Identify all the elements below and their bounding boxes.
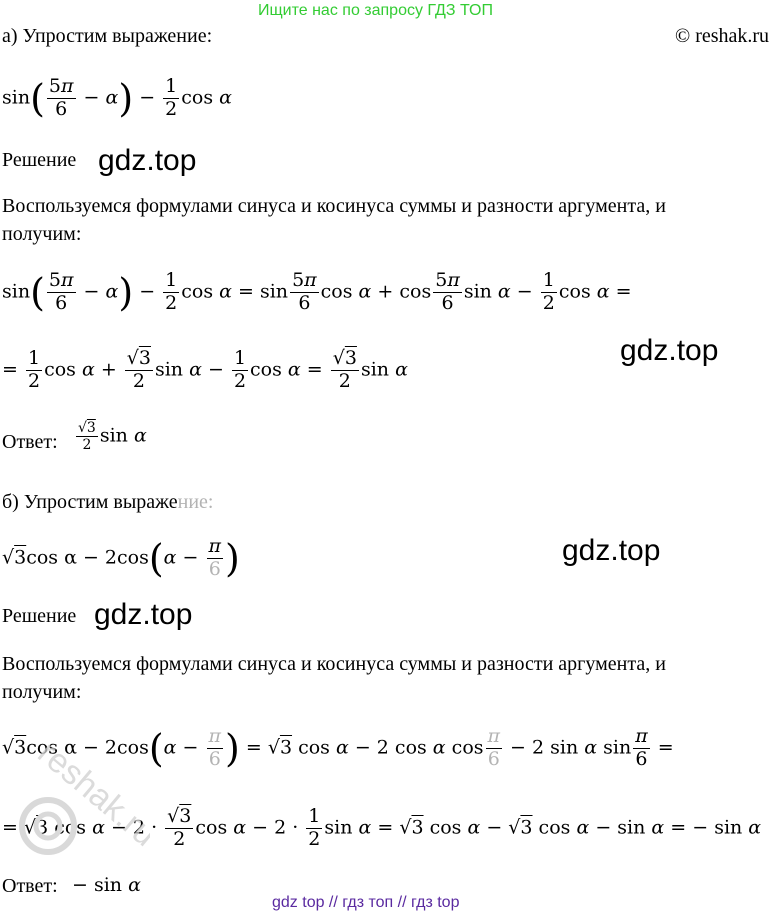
part-b-intro-line2: получим:: [2, 681, 82, 703]
reshak-watermark-text: reshak.ru: [30, 740, 150, 854]
gdz-watermark: gdz.top: [98, 144, 197, 177]
gdz-watermark: gdz.top: [620, 334, 719, 367]
site-mark: © reshak.ru: [675, 25, 770, 47]
part-b-title-text: б) Упростим выраже: [2, 491, 178, 513]
part-a-intro-line2: получим:: [2, 223, 82, 245]
part-b-answer-value: − sin α: [72, 874, 141, 896]
part-b-derivation-line2: = √3 cos α − 2 · $\frac{√3}{2}$ cos α − 2 · $\frac{1}{2}$ sin α = √3 cos α − √3 cos α − sin α = − sin α: [2, 805, 762, 850]
part-a-solution-label: Решение: [2, 149, 77, 171]
part-b-answer-label: Ответ:: [2, 875, 58, 897]
part-a-intro-line1: Воспользуемся формулами синуса и косинуса суммы и разности аргумента, и: [2, 195, 666, 217]
part-b-title: [2, 490, 213, 514]
part-b-expression: √3cos α − 2cos(α − $\frac{\pi}{6}$ ): [2, 535, 240, 581]
gdz-watermark: gdz.top: [562, 534, 661, 567]
part-a-derivation-line2: = $\frac{1}{2}$ cos α + $\frac{√3}{2}$ sin α − $\frac{1}{2}$ cos α = $\frac{√3}{2}$ sin α: [2, 347, 408, 392]
footer-links[interactable]: gdz top // гдз топ // гдз top: [272, 894, 460, 911]
part-b-solution-label: Решение: [2, 605, 77, 627]
top-banner: Ищите нас по запросу ГДЗ ТОП: [258, 2, 493, 19]
part-a-expression: sin( $\frac{5\pi}{6}$ − α) − $\frac{1}{2}$ cos α: [2, 75, 232, 121]
part-a-answer-label: Ответ:: [2, 431, 58, 453]
part-b-derivation-line1: √3cos α − 2cos(α − $\frac{\pi}{6}$ ) = √3 cos α − 2 cos α cos $\frac{\pi}{6}$ − 2 sin α sin $\frac{\pi}{6}$ =: [2, 725, 674, 771]
gdz-watermark: gdz.top: [94, 598, 193, 631]
part-a-answer-value: $\frac{√3}{2}$ sin α: [78, 420, 147, 454]
part-a-title: а) Упростим выражение:: [2, 25, 213, 47]
part-a-derivation-line1: sin( $\frac{5\pi}{6}$ − α) − $\frac{1}{2}$ cos α = sin $\frac{5\pi}{6}$ cos α + cos $\frac{5\pi}{6}$ sin α − $\frac{1}{2}$ cos α =: [2, 269, 632, 315]
part-b-title-faded: ние:: [177, 491, 214, 513]
part-b-intro-line1: Воспользуемся формулами синуса и косинуса суммы и разности аргумента, и: [2, 653, 666, 675]
